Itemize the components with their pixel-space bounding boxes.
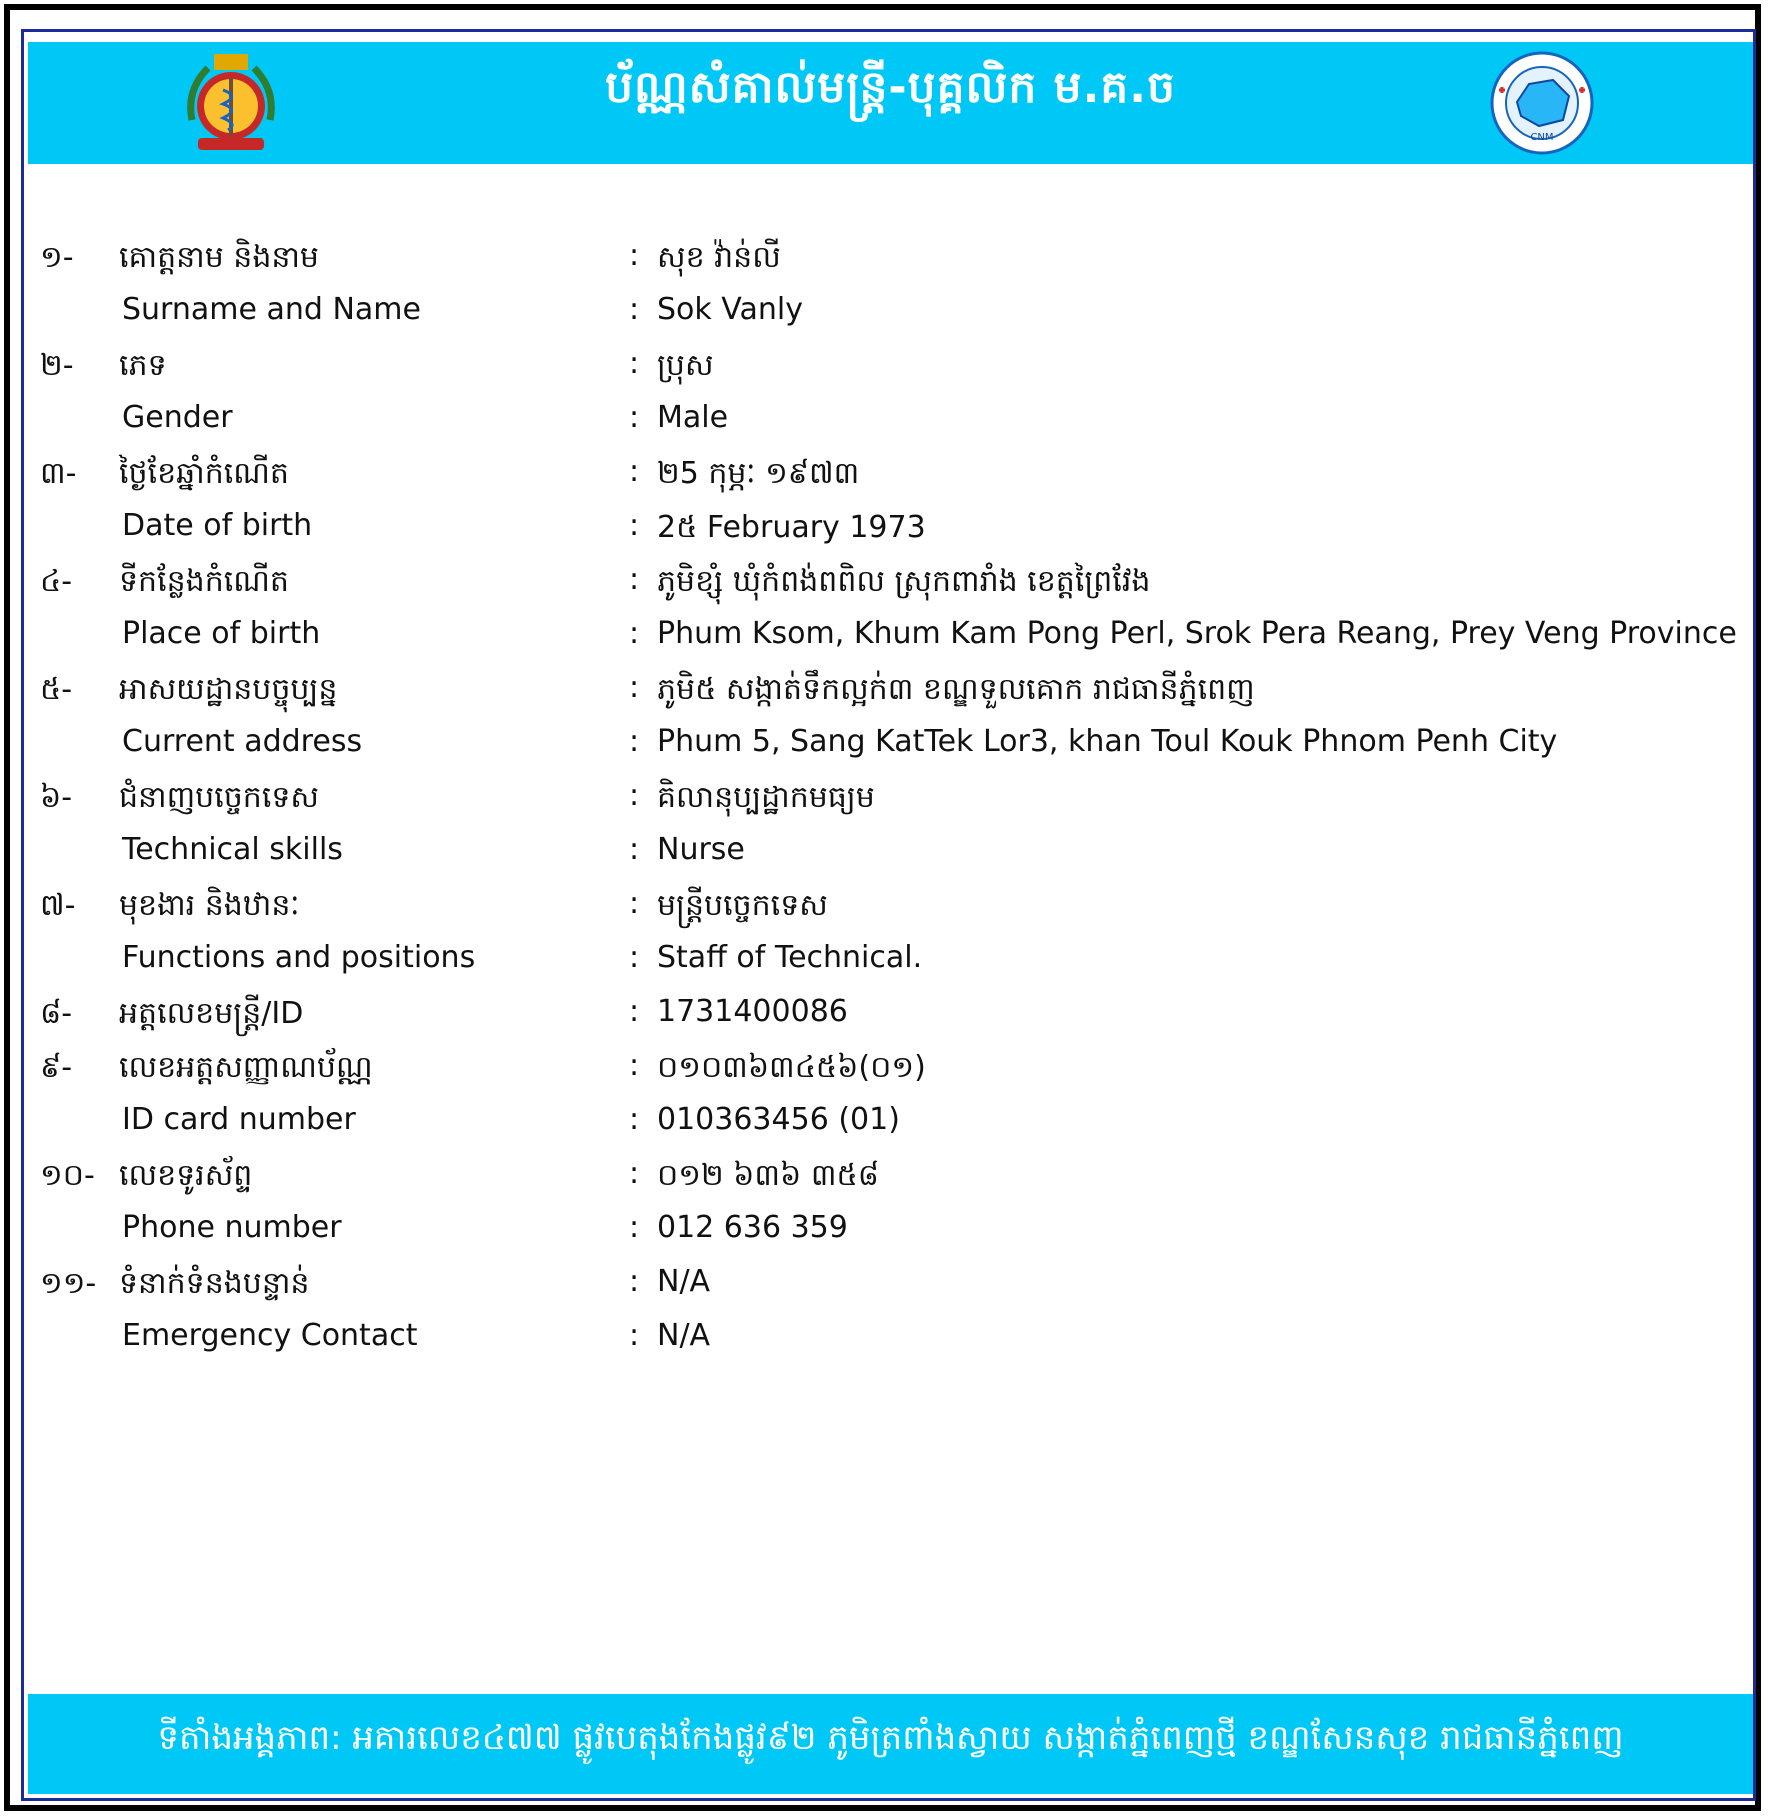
row-number: ៧- (40, 888, 76, 923)
info-row (24, 230, 1753, 292)
row-colon: : (629, 1318, 640, 1353)
row-label: មុខងារ និងឋានៈ (119, 888, 300, 923)
row-colon: : (629, 1156, 640, 1191)
row-value: ២5 កុម្ភៈ ១៩៧៣ (657, 456, 860, 491)
row-number: ២- (40, 348, 74, 383)
row-label: Date of birth (122, 508, 313, 543)
row-colon: : (629, 1210, 640, 1245)
row-colon: : (629, 832, 640, 867)
row-number: ៤- (40, 564, 73, 599)
footer-band (28, 1694, 1753, 1794)
row-colon: : (629, 346, 640, 381)
row-colon: : (629, 670, 640, 705)
info-row (24, 1310, 1753, 1372)
row-label: ទំនាក់ទំនងបន្ទាន់ (119, 1266, 310, 1301)
row-value: Phum 5, Sang KatTek Lor3, khan Toul Kouk Phnom Penh City (657, 724, 1558, 759)
row-number: ១០- (40, 1158, 95, 1193)
info-row (24, 284, 1753, 346)
row-label: ទីកន្លែងកំណើត (119, 564, 289, 599)
row-colon: : (629, 562, 640, 597)
row-colon: : (629, 454, 640, 489)
card-outer-border (4, 4, 1761, 1811)
info-row (24, 500, 1753, 562)
row-value: ប្រុស (657, 348, 714, 383)
row-number: ១១- (40, 1266, 97, 1301)
row-colon: : (629, 1102, 640, 1137)
row-label: Technical skills (122, 832, 343, 867)
row-value: Nurse (657, 832, 745, 867)
row-label: Emergency Contact (122, 1318, 418, 1353)
row-label: Current address (122, 724, 363, 759)
row-value: ភូមិ៥ សង្កាត់ទឹកល្អក់៣ ខណ្ឌទួលគោក រាជធានីភ្នំពេញ (657, 672, 1255, 707)
row-label: ថ្ងៃខែឆ្នាំកំណើត (119, 456, 289, 491)
row-value: Male (657, 400, 729, 435)
row-label: Surname and Name (122, 292, 421, 327)
row-label: Place of birth (122, 616, 321, 651)
row-colon: : (629, 508, 640, 543)
row-label: Gender (122, 400, 233, 435)
page-title: ប័ណ្ណសំគាល់មន្ត្រី-បុគ្គលិក ម.គ.ច (605, 62, 1176, 113)
row-colon: : (629, 292, 640, 327)
row-colon: : (629, 778, 640, 813)
info-row (24, 932, 1753, 994)
header-band (28, 42, 1753, 164)
row-value: Sok Vanly (657, 292, 803, 327)
row-number: ៨- (40, 996, 73, 1031)
row-label: ID card number (122, 1102, 356, 1137)
row-colon: : (629, 238, 640, 273)
row-label: អាសយដ្ឋានបច្ចុប្បន្ន (119, 672, 338, 707)
row-number: ៣- (40, 456, 77, 491)
row-label: Phone number (122, 1210, 342, 1245)
row-label: ជំនាញបច្ចេកទេស (119, 780, 319, 815)
row-colon: : (629, 616, 640, 651)
info-row (24, 662, 1753, 724)
cnm-seal-text: CNM (1530, 132, 1554, 143)
row-number: ៦- (40, 780, 73, 815)
info-row (24, 338, 1753, 400)
row-number: ១- (40, 240, 74, 275)
info-row (24, 608, 1753, 670)
row-value: ភូមិខ្សុំ ឃុំកំពង់ពពិល ស្រុកពារាំង ខេត្តព្រៃវែង (657, 564, 1151, 599)
row-colon: : (629, 400, 640, 435)
footer-address: ទីតាំងអង្គភាព: អគារលេខ៤៧៧ ផ្លូវបេតុងកែងផ្លូវ៩២ ភូមិត្រពាំងស្វាយ សង្កាត់ភ្នំពេញថ្មី ខណ្ឌសែនសុខ រាជធានីភ្នំពេញ (157, 1718, 1624, 1758)
row-value: Staff of Technical. (657, 940, 923, 975)
row-colon: : (629, 940, 640, 975)
info-row (24, 716, 1753, 778)
row-label: លេខអត្តសញ្ញាណប័ណ្ណ (119, 1050, 373, 1085)
row-label: Functions and positions (122, 940, 476, 975)
row-number: ៩- (40, 1050, 73, 1085)
row-value: N/A (657, 1264, 711, 1299)
row-value: សុខ វ៉ាន់លី (657, 240, 781, 275)
row-value: 2៥ February 1973 (657, 510, 926, 545)
row-value: 1731400086 (657, 994, 848, 1029)
info-row (24, 824, 1753, 886)
row-value: ០១២ ៦៣៦ ៣៥៨ (657, 1158, 879, 1193)
row-value: 012 636 359 (657, 1210, 848, 1245)
row-value: Phum Ksom, Khum Kam Pong Perl, Srok Pera Reang, Prey Veng Province (657, 616, 1737, 651)
row-value: គិលានុប្បដ្ឋាកមធ្យម (657, 780, 875, 815)
info-row (24, 878, 1753, 940)
info-row (24, 554, 1753, 616)
info-row (24, 1148, 1753, 1210)
row-value: មន្ត្រីបច្ចេកទេស (657, 888, 828, 923)
row-label: អត្តលេខមន្ត្រី/ID (119, 996, 304, 1031)
row-label: គោត្តនាម និងនាម (119, 240, 319, 275)
info-row (24, 770, 1753, 832)
row-colon: : (629, 1264, 640, 1299)
info-row (24, 446, 1753, 508)
card-inner-border (21, 29, 1756, 1801)
info-row (24, 392, 1753, 454)
row-colon: : (629, 886, 640, 921)
row-colon: : (629, 1048, 640, 1083)
row-value: ០១០៣៦៣៤៥៦(០១) (657, 1050, 926, 1085)
cnm-seal-icon (1489, 50, 1595, 156)
row-colon: : (629, 724, 640, 759)
info-row (24, 1094, 1753, 1156)
row-value: N/A (657, 1318, 711, 1353)
info-row (24, 1256, 1753, 1318)
info-row (24, 1040, 1753, 1102)
info-row (24, 1202, 1753, 1264)
row-label: ភេទ (119, 348, 167, 383)
row-number: ៥- (40, 672, 73, 707)
info-row (24, 986, 1753, 1048)
row-label: លេខទូរស័ព្ទ (119, 1158, 253, 1193)
row-value: 010363456 (01) (657, 1102, 900, 1137)
row-colon: : (629, 994, 640, 1029)
